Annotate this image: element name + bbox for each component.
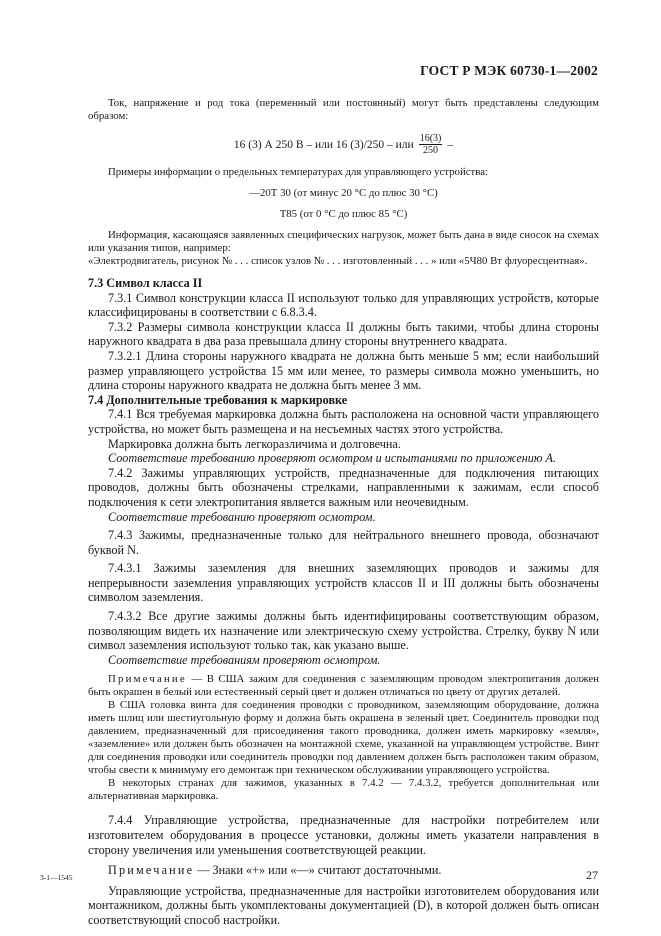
- temperature-example-2: Т85 (от 0 °С до плюс 85 °С): [279, 208, 408, 220]
- note-1-usa-screw: В США головка винта для соединения проводки с проводником, заземляющим оборудование, должна иметь шлиц или шестиугольную форму и должна быть окрашена в зеленый цвет. Соединитель проводки под давлением, предназначенный для присоединения такого проводника, должен иметь маркировку «земля», «заземление» или должен быть обозначен на монтажной схеме, указанной на управляющем устройстве. Винт для соединения проводки или соединитель проводки под давлением должен быть расположен таким образом, чтобы свести к минимуму его демонтаж при техническом обслуживании управляющего устройства.: [88, 699, 599, 777]
- note-2-text: — Знаки «+» или «—» считают достаточными.: [194, 863, 442, 878]
- formula-right: –: [447, 138, 454, 151]
- document-body: [88, 97, 599, 928]
- clause-7-4-4-documentation: Управляющие устройства, предназначенные для настройки изготовителем оборудования или монтажником, должны быть укомплектованы документацией (D), в которой должен быть описан соответствующий способ настройки.: [88, 883, 599, 927]
- clause-7-4-3-1: 7.4.3.1 Зажимы заземления для внешних заземляющих проводов и зажимы для непрерывности заземления управляющих устройств классов II и III должны быть обозначены символом заземления.: [88, 561, 599, 605]
- fraction-denominator: 250: [423, 145, 439, 156]
- clause-7-4-1-legibility: Маркировка должна быть легкоразличима и долговечна.: [108, 436, 401, 451]
- note-2-label: Примечание: [108, 863, 195, 878]
- standard-header: ГОСТ Р МЭК 60730-1—2002: [420, 63, 598, 78]
- temperature-example-1: —20Т 30 (от минус 20 °С до плюс 30 °С): [249, 187, 438, 199]
- clause-7-4-3-2: 7.4.3.2 Все другие зажимы должны быть идентифицированы соответствующим образом, позволяющим видеть их назначение или электрическую схему устройства. Стрелку, букву N или символ заземления используют только так, как указано выше.: [88, 609, 599, 653]
- note-1-text: — В США зажим для соединения с заземляющим проводом электропитания должен быть окрашен в белый или естественный серый цвет и должен отличаться по цвету от других деталей.: [88, 673, 599, 699]
- section-7-3-heading: 7.3 Символ класса II: [88, 276, 203, 290]
- note-1: [88, 673, 599, 699]
- clause-7-4-1: 7.4.1 Вся требуемая маркировка должна быть расположена на основной части управляющего устройства, но может быть размещена и на несъемных частях этого устройства.: [88, 407, 599, 436]
- clause-7-3-2: 7.3.2 Размеры символа конструкции класса II должны быть такими, чтобы длина стороны наружного квадрата в два раза превышала длину стороны внутреннего квадрата.: [88, 319, 599, 349]
- loads-paragraph: Информация, касающаяся заявленных специфических нагрузок, может быть дана в виде сносок на схемах или указания типов, например:: [88, 229, 599, 254]
- current-rating-formula: [88, 133, 599, 156]
- clause-7-4-3: 7.4.3 Зажимы, предназначенные только для нейтрального внешнего провода, обозначают буквой N.: [88, 528, 599, 557]
- note-1-label: Примечание: [108, 673, 187, 686]
- clause-7-3-2-1: 7.3.2.1 Длина стороны наружного квадрата не должна быть меньше 5 мм; если наибольший размер управляющего устройства 15 мм или менее, то размеры символа можно уменьшить, но длина стороны наружного квадрата не должна быть менее 3 мм.: [88, 348, 599, 393]
- note-2: [88, 863, 599, 878]
- note-1-other-countries: В некоторых странах для зажимов, указанных в 7.4.2 — 7.4.3.2, требуется дополнительная или альтернативная маркировка.: [88, 777, 599, 803]
- intro-paragraph: Ток, напряжение и род тока (переменный или постоянный) могут быть представлены следующим образом:: [88, 97, 599, 122]
- compliance-check-3: Соответствие требованиям проверяют осмотром.: [108, 652, 381, 667]
- clause-7-4-2: 7.4.2 Зажимы управляющих устройств, предназначенные для подключения питающих проводов, должны быть обозначены стрелками, направленными к зажимам, если способ подключения к сети электропитания является важным или неочевидным.: [88, 465, 599, 509]
- print-code: 3-1—1545: [40, 873, 73, 882]
- compliance-check-1: Соответствие требованию проверяют осмотром и испытаниями по приложению А.: [108, 451, 557, 466]
- compliance-check-2: Соответствие требованию проверяют осмотром.: [108, 509, 376, 524]
- clause-7-3-1: 7.3.1 Символ конструкции класса II используют только для управляющих устройств, которые классифицированы в соответствии с 6.8.3.4.: [88, 290, 599, 320]
- formula-fraction: [419, 133, 443, 156]
- fraction-numerator: 16(3): [419, 133, 442, 144]
- temperature-intro: Примеры информации о предельных температурах для управляющего устройства:: [108, 166, 488, 178]
- loads-example: «Электродвигатель, рисунок № . . . список узлов № . . . изготовленный . . . » или «5Ч80 Вт флуоресцентная».: [88, 255, 588, 267]
- section-7-4-heading: 7.4 Дополнительные требования к маркировке: [88, 392, 348, 407]
- formula-left: 16 (3) А 250 В – или 16 (3)/250 – или: [233, 138, 414, 151]
- page-number: 27: [586, 868, 598, 882]
- clause-7-4-4: 7.4.4 Управляющие устройства, предназначенные для настройки потребителем или изготовителем оборудования в процессе установки, должны иметь указатели направления в сторону увеличения или уменьшения соответствующей реакции.: [88, 813, 599, 857]
